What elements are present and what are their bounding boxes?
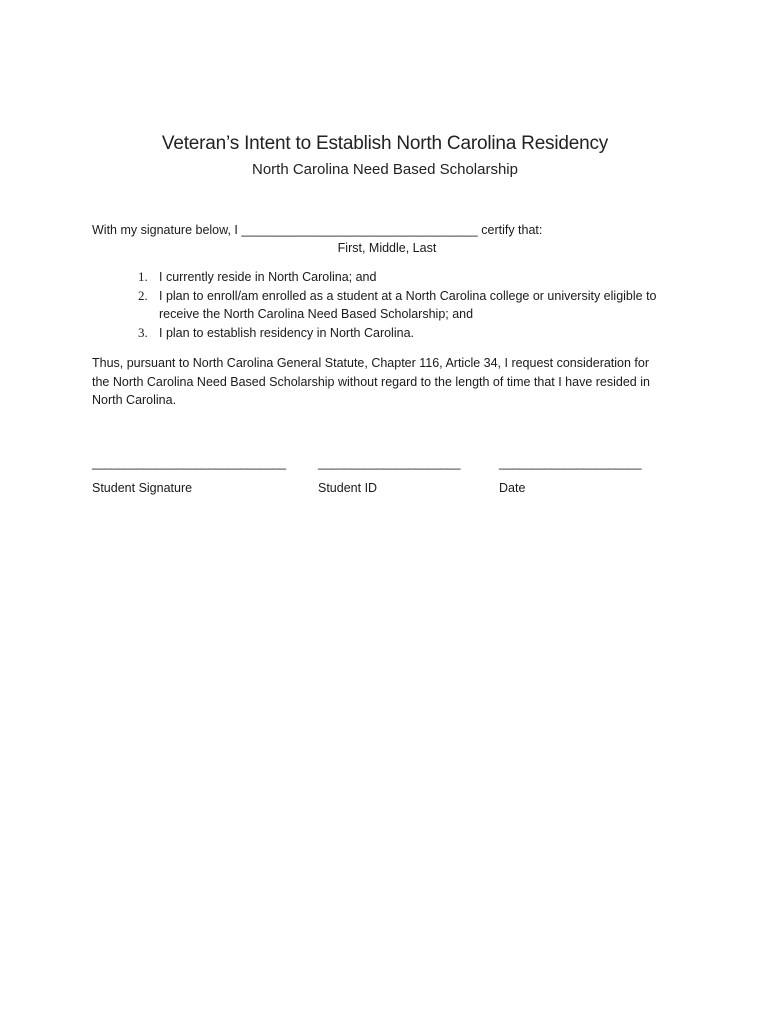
paragraph-line: North Carolina. <box>92 393 177 407</box>
list-item-text: I currently reside in North Carolina; and <box>159 270 377 284</box>
paragraph-line: Thus, pursuant to North Carolina General Statute, Chapter 116, Article 34, I request consideration for <box>92 356 650 370</box>
student-signature-field[interactable]: ______________________________ <box>92 456 286 470</box>
certification-prefix: With my signature below, I <box>92 223 238 237</box>
paragraph-line: the North Carolina Need Based Scholarship without regard to the length of time that I have resided in <box>92 374 650 389</box>
date-label: Date <box>499 481 526 495</box>
certification-statement <box>92 221 542 240</box>
student-id-field[interactable]: ______________________ <box>318 456 460 470</box>
student-id-label: Student ID <box>318 481 378 495</box>
list-item-text-continued: receive the North Carolina Need Based Scholarship; and <box>159 307 474 321</box>
document-subtitle: North Carolina Need Based Scholarship <box>252 161 518 178</box>
name-field-caption: First, Middle, Last <box>337 241 437 255</box>
consideration-paragraph <box>92 354 682 410</box>
certification-suffix: certify that: <box>481 223 543 237</box>
list-item-number: 3. <box>138 324 148 340</box>
document-title: Veteran’s Intent to Establish North Carolina Residency <box>161 133 609 154</box>
list-item <box>92 324 692 343</box>
list-item <box>92 268 692 287</box>
name-blank-field[interactable]: __________________________________ <box>241 223 478 237</box>
date-field[interactable]: ______________________ <box>499 456 641 470</box>
list-item-number: 2. <box>138 287 148 303</box>
list-item-number: 1. <box>138 269 148 284</box>
student-signature-label: Student Signature <box>92 481 193 495</box>
list-item-text: I plan to establish residency in North Carolina. <box>159 325 414 340</box>
list-item-text: I plan to enroll/am enrolled as a student at a North Carolina college or university eligible to <box>159 288 657 303</box>
list-item <box>92 287 692 324</box>
certification-list <box>92 268 692 342</box>
